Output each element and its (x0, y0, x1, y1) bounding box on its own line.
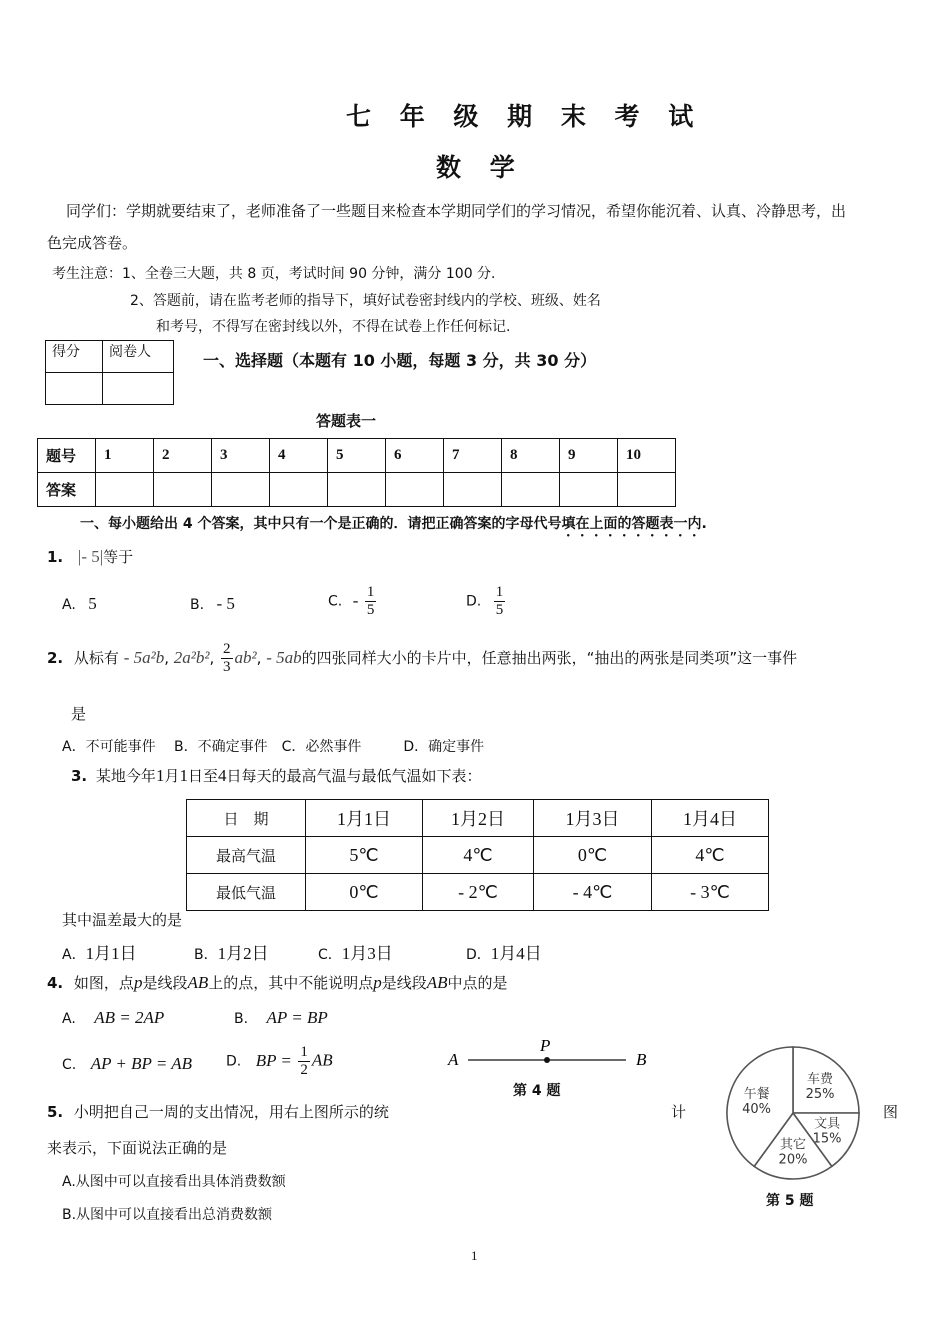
q3-stem-e: 4 (217, 766, 227, 785)
pie-category-label: 午餐 (743, 1087, 770, 1103)
pie-category-label: 文具 (814, 1116, 841, 1132)
q1-c-denominator: 5 (366, 602, 375, 618)
q3-option-b (194, 939, 269, 964)
q3-number: 3. (71, 767, 88, 785)
pie-percent-label: 40% (742, 1102, 772, 1118)
section-1-heading: 一、选择题（本题有 10 小题，每题 3 分，共 30 分） (203, 351, 597, 370)
q-num-6: 6 (386, 439, 444, 473)
low-jan-3: - 4℃ (534, 874, 652, 911)
instruction-emphasis: 填在上面的答题表一内 (561, 516, 702, 532)
pie-percent-label: 20% (778, 1152, 808, 1168)
section-1-instruction (80, 513, 707, 540)
q2-post: 的四张同样大小的卡片中，任意抽出两张，“抽出的两张是同类项”这一事件 (301, 649, 798, 667)
low-jan-2: - 2℃ (423, 874, 534, 911)
q3-option-c (318, 939, 393, 964)
q4-figure-caption: 第 4 题 (513, 1083, 561, 1099)
grader-cell[interactable] (103, 373, 174, 405)
q1-c-label: C. (328, 593, 343, 610)
q3-c-value: 1月3日 (341, 944, 393, 963)
q-num-8: 8 (502, 439, 560, 473)
answer-table-number-row (38, 439, 676, 473)
q2-number: 2. (47, 649, 64, 667)
row-label-q: 题号 (38, 439, 96, 473)
q2-term-2: 2a²b² (173, 648, 210, 667)
q4-stem-a: 如图，点 (73, 974, 134, 992)
q5-number: 5. (47, 1103, 64, 1121)
intro-line-2: 色完成答卷。 (47, 234, 138, 252)
q1-d-numerator: 1 (495, 584, 504, 600)
q2-term-4: - 5ab (266, 648, 302, 667)
q4-d-fraction (298, 1044, 310, 1079)
q-num-1: 1 (96, 439, 154, 473)
q1-stem (47, 546, 133, 567)
grader-header: 阅卷人 (103, 341, 174, 373)
score-box (45, 340, 174, 405)
high-jan-1: 5℃ (306, 837, 423, 874)
q4-option-b (234, 1008, 328, 1028)
notice-2a: 2、答题前，请在监考老师的指导下，填好试卷密封线内的学校、班级、姓名 (130, 293, 601, 309)
q4-b-expr: AP = BP (266, 1008, 328, 1027)
q3-d-value: 1月4日 (490, 944, 542, 963)
low-label: 最低气温 (187, 874, 306, 911)
low-jan-1: 0℃ (306, 874, 423, 911)
exam-title: 七 年 级 期 末 考 试 (346, 102, 704, 131)
q2-term-3-var: ab² (234, 648, 257, 667)
q4-option-d (226, 1044, 333, 1079)
page-number: 1 (471, 1248, 478, 1263)
q1-d-label: D. (466, 593, 482, 610)
q1-b-label: B. (190, 597, 205, 613)
q5-option-a: A.从图中可以直接看出具体消费数额 (62, 1174, 286, 1190)
date-jan-3: 1月3日 (534, 800, 652, 837)
answer-cell[interactable] (386, 473, 444, 507)
notice-1: 考生注意：1、全卷三大题，共 8 页，考试时间 90 分钟，满分 100 分. (52, 266, 496, 282)
q4-number: 4. (47, 974, 64, 992)
q3-stem-f: 日每天的最高气温与最低气温如下表： (226, 767, 482, 785)
q1-option-a (62, 594, 97, 614)
q-num-9: 9 (560, 439, 618, 473)
label-p: P (540, 1036, 551, 1055)
q4-d-pre: BP = (255, 1050, 292, 1070)
q3-a-label: A． (62, 947, 86, 963)
q3-b-label: B． (194, 947, 218, 963)
q3-c-label: C． (318, 947, 342, 963)
answer-table (37, 438, 676, 507)
q2-tail: 是 (71, 705, 87, 723)
q3-stem-d: 1 (179, 766, 188, 785)
q1-d-denominator: 5 (495, 602, 504, 618)
q1-text: 等于 (103, 548, 134, 566)
q-num-2: 2 (154, 439, 212, 473)
high-jan-4: 4℃ (652, 837, 769, 874)
q3-stem-c: 日至 (187, 767, 218, 785)
q4-c-expr: AP + BP = AB (90, 1054, 193, 1073)
answer-cell[interactable] (618, 473, 676, 507)
q4-option-c (62, 1054, 192, 1074)
q1-b-value: - 5 (216, 594, 235, 613)
q4-ab-2: AB (426, 973, 448, 992)
q3-option-d (466, 939, 542, 964)
high-label: 最高气温 (187, 837, 306, 874)
pie-category-label: 车费 (807, 1071, 834, 1087)
temp-low-row (187, 874, 769, 911)
q2-pre: 从标有 (73, 649, 119, 667)
q2-term-1: - 5a²b (123, 648, 165, 667)
q3-stem-m: 1 (155, 766, 165, 785)
q4-d-num: 1 (300, 1044, 308, 1060)
q1-c-numerator: 1 (366, 584, 375, 600)
q5-figure-caption: 第 5 题 (766, 1193, 814, 1209)
row-label-a: 答案 (38, 473, 96, 507)
date-jan-1: 1月1日 (306, 800, 423, 837)
q4-d-label: D. (226, 1053, 242, 1070)
q3-a-value: 1月1日 (85, 944, 137, 963)
q4-p-2: p (373, 973, 382, 992)
temperature-table (186, 799, 769, 911)
high-jan-3: 0℃ (534, 837, 652, 874)
q1-c-sign: - (352, 590, 359, 610)
q3-question: 其中温差最大的是 (62, 911, 183, 929)
instruction-end: . (701, 516, 707, 532)
label-b: B (636, 1050, 647, 1069)
instruction-text: 一、每小题给出 4 个答案，其中只有一个是正确的．请把正确答案的字母代号 (80, 516, 562, 532)
q4-stem-e: 中点的是 (447, 974, 508, 992)
point-p (544, 1057, 550, 1063)
date-jan-2: 1月2日 (423, 800, 534, 837)
q5-stem-text: 小明把自己一周的支出情况，用右上图所示的统 (73, 1103, 389, 1121)
label-a: A (448, 1050, 459, 1069)
q4-b-label: B. (234, 1011, 249, 1027)
q3-stem-b: 月 (164, 767, 180, 785)
q5-ji: 计 (671, 1103, 687, 1121)
score-cell[interactable] (46, 373, 103, 405)
answer-cell[interactable] (212, 473, 270, 507)
pie-category-label: 其它 (779, 1137, 807, 1153)
q4-ab-1: AB (187, 973, 209, 992)
q1-a-label: A. (62, 597, 76, 613)
answer-cell[interactable] (270, 473, 328, 507)
q4-stem-c: 上的点，其中不能说明点 (208, 974, 374, 992)
answer-cell[interactable] (560, 473, 618, 507)
answer-cell[interactable] (96, 473, 154, 507)
answer-cell[interactable] (328, 473, 386, 507)
q3-b-value: 1月2日 (217, 944, 269, 963)
q-num-7: 7 (444, 439, 502, 473)
q5-stem (47, 1101, 389, 1122)
q4-stem-b: 是线段 (142, 974, 188, 992)
q3-stem-a: 某地今年 (95, 767, 156, 785)
q1-option-c (328, 584, 378, 619)
date-jan-4: 1月4日 (652, 800, 769, 837)
q-num-10: 10 (618, 439, 676, 473)
answer-cell[interactable] (502, 473, 560, 507)
q3-stem (71, 765, 481, 786)
q3-d-label: D． (466, 947, 491, 963)
score-header: 得分 (46, 341, 103, 373)
q2-term-3-fraction (221, 641, 233, 676)
q5-pie-chart (718, 1040, 868, 1190)
q-num-3: 3 (212, 439, 270, 473)
q3-option-a (62, 939, 137, 964)
q4-c-label: C. (62, 1057, 77, 1073)
q1-d-fraction (494, 584, 506, 619)
q1-number: 1. (47, 548, 64, 566)
q4-stem-d: 是线段 (381, 974, 427, 992)
q-num-4: 4 (270, 439, 328, 473)
q1-c-fraction (365, 584, 377, 619)
date-header: 日 期 (187, 800, 306, 837)
q4-a-expr: AB = 2AP (94, 1008, 165, 1027)
q2-term-3-den: 3 (223, 659, 231, 675)
subject-title: 数 学 (436, 153, 525, 182)
pie-percent-label: 25% (805, 1086, 835, 1102)
q4-d-post: AB (311, 1050, 333, 1070)
q5-option-b: B.从图中可以直接看出总消费数额 (62, 1207, 273, 1223)
answer-table-title: 答题表一 (316, 412, 377, 430)
q1-option-b (190, 594, 235, 614)
pie-percent-label: 15% (812, 1131, 842, 1147)
low-jan-4: - 3℃ (652, 874, 769, 911)
q-num-5: 5 (328, 439, 386, 473)
answer-cell[interactable] (444, 473, 502, 507)
q4-d-den: 2 (300, 1062, 308, 1078)
q5-tu: 图 (883, 1103, 899, 1121)
q1-expression: |- 5| (77, 547, 104, 566)
intro-line-1: 同学们：学期就要结束了，老师准备了一些题目来检查本学期同学们的学习情况，希望你能沉着、认真、冷静思考，出 (66, 202, 847, 220)
q2-stem: 2. 从标有 - 5a²b, 2a²b², $\frac{2}{3}$ ab², - 5ab的四张同样大小的卡片中，任意抽出两张，“抽出的两张是同类项”这一事件 (47, 641, 798, 675)
answer-table-answer-row (38, 473, 676, 507)
high-jan-2: 4℃ (423, 837, 534, 874)
q5-line-2: 来表示，下面说法正确的是 (47, 1139, 228, 1157)
q4-p-1: p (133, 973, 143, 992)
answer-cell[interactable] (154, 473, 212, 507)
temp-header-row (187, 800, 769, 837)
q4-option-a (62, 1008, 164, 1028)
q1-option-d (466, 584, 507, 619)
temp-high-row (187, 837, 769, 874)
q2-options: A．不可能事件 B．不确定事件 C．必然事件 D．确定事件 (62, 739, 485, 755)
q1-a-value: 5 (88, 594, 97, 613)
q2-term-3-num: 2 (223, 641, 231, 657)
q4-a-label: A. (62, 1011, 76, 1027)
notice-2b: 和考号，不得写在密封线以外，不得在试卷上作任何标记. (156, 319, 511, 335)
q4-stem (47, 972, 508, 993)
